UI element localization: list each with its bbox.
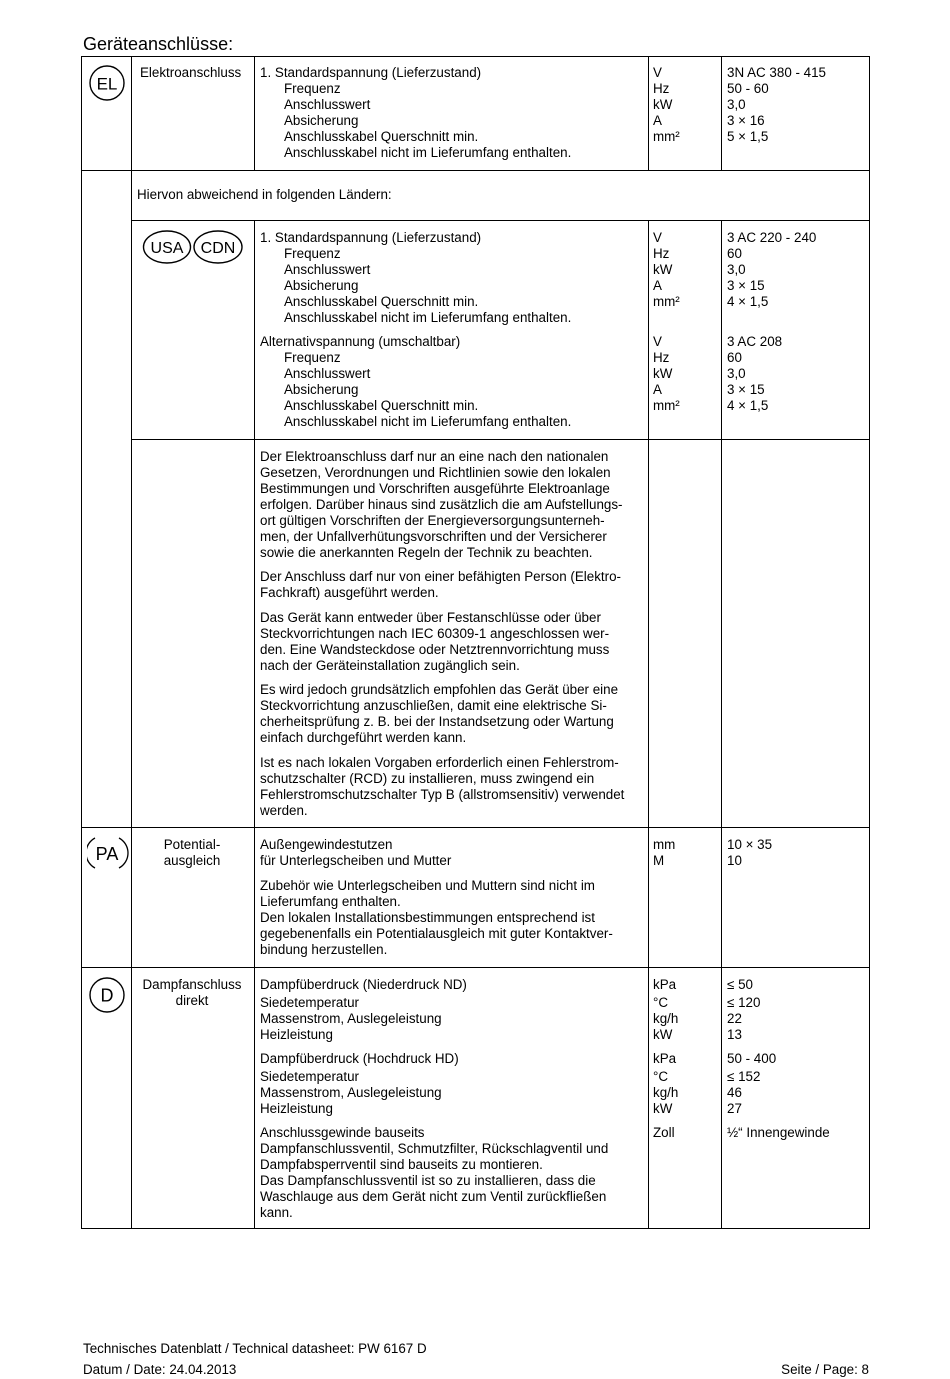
col-divider bbox=[721, 220, 722, 1228]
el-std-value: 3,0 bbox=[727, 97, 746, 112]
usa-cdn-symbol-icon bbox=[142, 229, 244, 268]
us-std-line: Anschlusskabel nicht im Lieferumfang enthalten. bbox=[284, 310, 572, 325]
us-std-value: 3 × 15 bbox=[727, 278, 765, 293]
us-std-unit: V bbox=[653, 230, 662, 245]
el-std-line: 1. Standardspannung (Lieferzustand) bbox=[260, 65, 482, 80]
col-divider bbox=[648, 57, 649, 170]
nd-value: ≤ 120 bbox=[727, 995, 761, 1010]
nd-unit: kW bbox=[653, 1027, 673, 1042]
us-std-line: Anschlusskabel Querschnitt min. bbox=[284, 294, 479, 309]
us-alt-unit: A bbox=[653, 382, 662, 397]
row-divider bbox=[131, 439, 869, 440]
el-note-paragraph: Ist es nach lokalen Vorgaben erforderlich einen Fehlerstrom- schutzschalter (RCD) zu installieren, muss zwingend ein Fehlerstromschutzschalter Typ B (allstromsensitiv) verwendet werden. bbox=[260, 755, 625, 818]
hd-value: 27 bbox=[727, 1101, 742, 1116]
nd-value: 13 bbox=[727, 1027, 742, 1042]
us-std-line: Anschlusswert bbox=[284, 262, 371, 277]
row-divider bbox=[82, 967, 869, 968]
us-std-line: Absicherung bbox=[284, 278, 359, 293]
el-std-line: Frequenz bbox=[284, 81, 341, 96]
el-std-unit: A bbox=[653, 113, 662, 128]
el-std-line: Anschlusskabel nicht im Lieferumfang enthalten. bbox=[284, 145, 572, 160]
nd-unit: kg/h bbox=[653, 1011, 679, 1026]
thread-value: ½“ Innengewinde bbox=[727, 1125, 830, 1140]
us-alt-value: 4 × 1,5 bbox=[727, 398, 769, 413]
hd-value: ≤ 152 bbox=[727, 1069, 761, 1084]
col-divider bbox=[648, 220, 649, 1228]
us-std-value: 4 × 1,5 bbox=[727, 294, 769, 309]
us-std-value: 3,0 bbox=[727, 262, 746, 277]
us-alt-line: Frequenz bbox=[284, 350, 341, 365]
el-symbol-icon bbox=[88, 64, 126, 105]
el-std-value: 5 × 1,5 bbox=[727, 129, 769, 144]
el-std-unit: mm² bbox=[653, 129, 680, 144]
svg-text:USA: USA bbox=[150, 240, 184, 257]
hd-unit: kW bbox=[653, 1101, 673, 1116]
us-std-unit: A bbox=[653, 278, 662, 293]
el-std-value: 3N AC 380 - 415 bbox=[727, 65, 827, 80]
pa-value: 10 bbox=[727, 853, 742, 868]
pa-value: 10 × 35 bbox=[727, 837, 773, 852]
us-alt-line: Anschlusskabel Querschnitt min. bbox=[284, 398, 479, 413]
el-std-value: 3 × 16 bbox=[727, 113, 765, 128]
col-divider bbox=[254, 57, 255, 170]
us-std-unit: Hz bbox=[653, 246, 670, 261]
us-std-unit: kW bbox=[653, 262, 673, 277]
us-std-value: 60 bbox=[727, 246, 742, 261]
us-alt-line: Absicherung bbox=[284, 382, 359, 397]
us-alt-value: 3 × 15 bbox=[727, 382, 765, 397]
us-alt-value: 3 AC 208 bbox=[727, 334, 783, 349]
el-std-unit: kW bbox=[653, 97, 673, 112]
nd-value: ≤ 50 bbox=[727, 977, 753, 992]
row-divider bbox=[131, 220, 869, 221]
svg-text:PA: PA bbox=[95, 844, 119, 864]
nd-line: Massenstrom, Auslegeleistung bbox=[260, 1011, 442, 1026]
pa-line: Außengewindestutzen bbox=[260, 837, 393, 852]
pa-label: Potential- ausgleich bbox=[163, 837, 221, 868]
hd-value: 46 bbox=[727, 1085, 742, 1100]
us-alt-unit: kW bbox=[653, 366, 673, 381]
us-alt-line: Anschlusskabel nicht im Lieferumfang enthalten. bbox=[284, 414, 572, 429]
nd-line: Heizleistung bbox=[260, 1027, 333, 1042]
hd-unit: °C bbox=[653, 1069, 669, 1084]
nd-unit: kPa bbox=[653, 977, 677, 992]
hd-unit: kg/h bbox=[653, 1085, 679, 1100]
page-title: Geräteanschlüsse: bbox=[83, 34, 234, 54]
thread-note: Anschlussgewinde bauseits Dampfanschlussventil, Schmutzfilter, Rückschlagventil und Dampfabsperrventil sind bauseits zu montieren. Das Dampfanschlussventil ist so zu installieren, dass die Waschlauge aus dem Gerät nicht zum Ventil zurückfließen kann. bbox=[260, 1125, 609, 1220]
d-symbol-icon bbox=[88, 976, 126, 1017]
us-alt-value: 3,0 bbox=[727, 366, 746, 381]
col-divider bbox=[254, 220, 255, 1228]
footer-datasheet: Technisches Datenblatt / Technical datasheet: PW 6167 D bbox=[83, 1341, 427, 1356]
nd-unit: °C bbox=[653, 995, 669, 1010]
row-divider bbox=[82, 827, 869, 828]
footer-date: Datum / Date: 24.04.2013 bbox=[83, 1362, 237, 1377]
el-note-paragraph: Es wird jedoch grundsätzlich empfohlen das Gerät über eine Steckvorrichtung anzuschließen, damit eine elektrische Si- cherheitsprüfung z. B. bei der Instandsetzung oder Wartung einfach durchgeführt werden kann. bbox=[260, 682, 619, 745]
us-std-line: Frequenz bbox=[284, 246, 341, 261]
col-divider bbox=[721, 57, 722, 170]
el-std-line: Anschlusskabel Querschnitt min. bbox=[284, 129, 479, 144]
pa-line: für Unterlegscheiben und Mutter bbox=[260, 853, 452, 868]
el-std-value: 50 - 60 bbox=[727, 81, 769, 96]
svg-text:CDN: CDN bbox=[200, 240, 236, 257]
us-alt-line: Anschlusswert bbox=[284, 366, 371, 381]
el-note-paragraph: Das Gerät kann entweder über Festanschlüsse oder über Steckvorrichtungen nach IEC 60309-1 angeschlossen wer- den. Eine Wandsteckdose oder Netztrennvorrichtung muss nach der Geräteinstallation zugänglich sein. bbox=[260, 610, 610, 673]
pa-symbol-icon bbox=[87, 834, 129, 877]
us-alt-line: Alternativspannung (umschaltbar) bbox=[260, 334, 461, 349]
hd-line: Dampfüberdruck (Hochdruck HD) bbox=[260, 1051, 459, 1066]
us-alt-unit: Hz bbox=[653, 350, 670, 365]
us-std-value: 3 AC 220 - 240 bbox=[727, 230, 817, 245]
hd-line: Siedetemperatur bbox=[260, 1069, 359, 1084]
el-std-line: Absicherung bbox=[284, 113, 359, 128]
el-std-unit: V bbox=[653, 65, 662, 80]
us-std-unit: mm² bbox=[653, 294, 680, 309]
us-alt-value: 60 bbox=[727, 350, 742, 365]
el-std-unit: Hz bbox=[653, 81, 670, 96]
us-std-line: 1. Standardspannung (Lieferzustand) bbox=[260, 230, 482, 245]
steam-label: Dampfanschluss direkt bbox=[142, 977, 242, 1008]
nd-line: Dampfüberdruck (Niederdruck ND) bbox=[260, 977, 467, 992]
el-note-paragraph: Der Anschluss darf nur von einer befähigten Person (Elektro- Fachkraft) ausgeführt werden. bbox=[260, 569, 621, 600]
nd-value: 22 bbox=[727, 1011, 742, 1026]
hd-line: Massenstrom, Auslegeleistung bbox=[260, 1085, 442, 1100]
el-note-paragraph: Der Elektroanschluss darf nur an eine nach den nationalen Gesetzen, Verordnungen und Richtlinien sowie den lokalen Bestimmungen und Vorschriften ausgeführte Elektroanlage erfolgen. Darüber hinaus sind zusätzlich die am Aufstellungs- ort gültigen Vorschriften der Energieversorgungsunterneh- men, der Unfallverhütungsvorschriften und der Versicherer sowie die anerkannten Regeln der Technik zu beachten. bbox=[260, 449, 623, 560]
el-std-line: Anschlusswert bbox=[284, 97, 371, 112]
el-label: Elektroanschluss bbox=[140, 65, 242, 80]
row-divider bbox=[82, 170, 869, 171]
nd-line: Siedetemperatur bbox=[260, 995, 359, 1010]
pa-unit: mm bbox=[653, 837, 676, 852]
us-alt-unit: mm² bbox=[653, 398, 680, 413]
footer-page: Seite / Page: 8 bbox=[781, 1362, 869, 1377]
col-divider bbox=[131, 57, 132, 1228]
svg-text:D: D bbox=[100, 985, 114, 1006]
us-alt-unit: V bbox=[653, 334, 662, 349]
hd-unit: kPa bbox=[653, 1051, 677, 1066]
pa-note: Zubehör wie Unterlegscheiben und Muttern sind nicht im Lieferumfang enthalten. Den lokalen Installationsbestimmungen entsprechend ist gegebenenfalls ein Potentialausgleich mit guter Kontaktver- bindung herzustellen. bbox=[260, 878, 613, 957]
pa-unit: M bbox=[653, 853, 665, 868]
hd-line: Heizleistung bbox=[260, 1101, 333, 1116]
deviation-note: Hiervon abweichend in folgenden Ländern: bbox=[137, 187, 392, 202]
hd-value: 50 - 400 bbox=[727, 1051, 777, 1066]
thread-unit: Zoll bbox=[653, 1125, 675, 1140]
svg-text:EL: EL bbox=[96, 74, 118, 94]
